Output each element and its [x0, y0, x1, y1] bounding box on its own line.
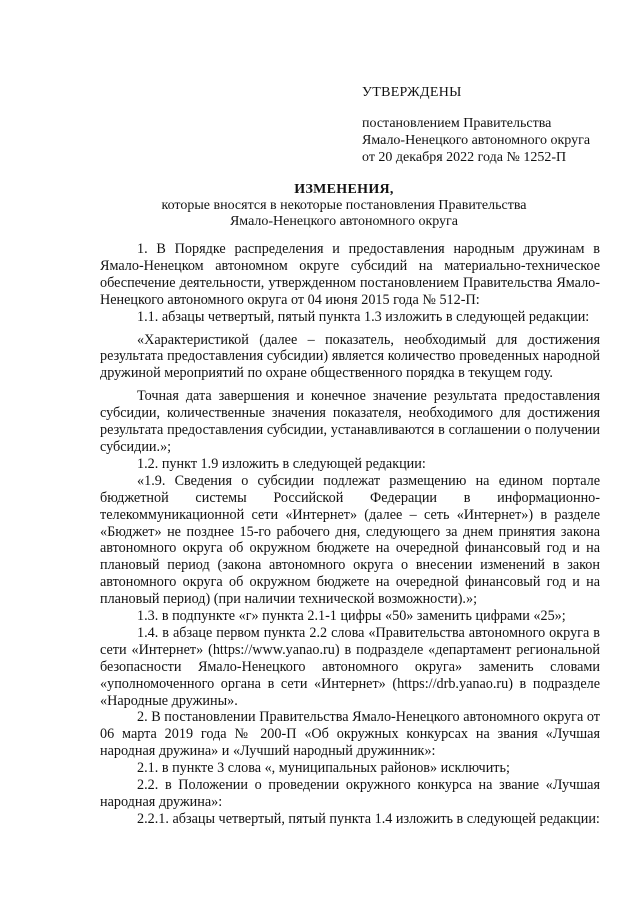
paragraph-1: 1. В Порядке распределения и предоставления народным дружинам в Ямало-Ненецком автономном округе субсидий на материально-техническое обеспечение деятельности, утвержденном постановлением Правительства Ямало-Ненецкого автономного округа от 04 июня 2015 года № 512-П:	[100, 241, 600, 308]
paragraph-2-1: 2.1. в пункте 3 слова «, муниципальных районов» исключить;	[137, 760, 510, 777]
approval-line-2: Ямало-Ненецкого автономного округа	[362, 133, 591, 148]
document-subtitle-line-2: Ямало-Ненецкого автономного округа	[229, 214, 459, 229]
approval-title: УТВЕРЖДЕНЫ	[362, 85, 462, 100]
approval-line-1: постановлением Правительства	[362, 116, 552, 131]
document-title: ИЗМЕНЕНИЯ,	[294, 182, 394, 197]
paragraph-2-2-1: 2.2.1. абзацы четвертый, пятый пункта 1.4 изложить в следующей редакции:	[137, 810, 600, 827]
paragraph-quote-characteristic: «Характеристикой (далее – показатель, необходимый для достижения результата предоставления субсидии) является количество проведенных народной дружиной мероприятий по охране общественного порядка в текущем году.	[100, 331, 600, 382]
paragraph-2: 2. В постановлении Правительства Ямало-Ненецкого автономного округа от 06 марта 2019 года № 200-П «Об окружных конкурсах на звания «Лучшая народная дружина» и «Лучший народный дружинник»:	[100, 709, 600, 760]
document-subtitle-line-1: которые вносятся в некоторые постановления Правительства	[161, 198, 527, 213]
paragraph-quote-1-9: «1.9. Сведения о субсидии подлежат размещению на едином портале бюджетной системы Российской Федерации в информационно-телекоммуникационной сети «Интернет» (далее – сеть «Интернет») в разделе «Бюджет» не позднее 15-го рабочего дня, следующего за днем принятия закона автономного округа об окружном бюджете на очередной финансовый год и на плановый период (закона автономного округа о внесении изменений в закон автономного округа об окружном бюджете на очередной финансовый год и на плановый период) (при наличии технической возможности).»;	[100, 472, 600, 608]
paragraph-1-4: 1.4. в абзаце первом пункта 2.2 слова «Правительства автономного округа в сети «Интернет» (https://www.yanao.ru) в подразделе «департамент региональной безопасности Ямало-Ненецкого автономного округа» заменить словами «уполномоченного органа в сети «Интернет» (https://drb.yanao.ru) в подразделе «Народные дружины».	[100, 624, 600, 709]
paragraph-1-1: 1.1. абзацы четвертый, пятый пункта 1.3 изложить в следующей редакции:	[137, 308, 590, 325]
approval-block	[362, 84, 590, 166]
document-body	[100, 241, 600, 828]
paragraph-2-2: 2.2. в Положении о проведении окружного конкурса на звание «Лучшая народная дружина»:	[100, 777, 600, 810]
paragraph-quote-exact-date: Точная дата завершения и конечное значение результата предоставления субсидии, количественные значения показателя, необходимого для достижения результата предоставления субсидии, устанавливаются в соглашении о получении субсидии.»;	[100, 388, 600, 455]
approval-line-3: от 20 декабря 2022 года № 1252-П	[362, 150, 567, 165]
paragraph-1-3: 1.3. в подпункте «г» пункта 2.1-1 цифры «50» заменить цифрами «25»;	[137, 608, 566, 625]
paragraph-1-2: 1.2. пункт 1.9 изложить в следующей редакции:	[137, 455, 426, 472]
document-heading	[90, 182, 598, 230]
